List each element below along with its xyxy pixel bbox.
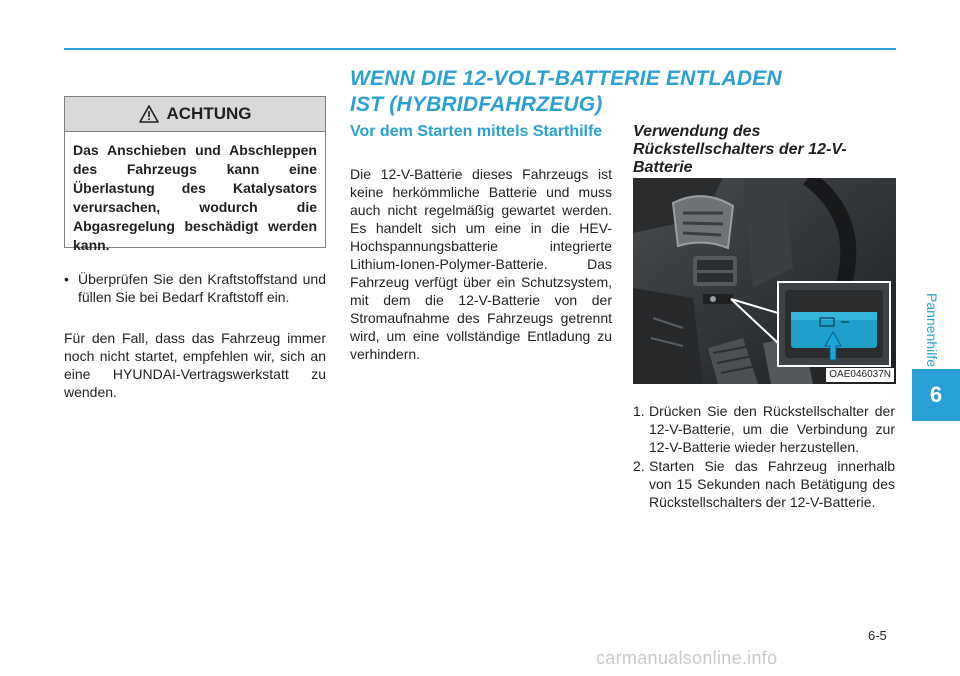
list-item: [633, 457, 895, 511]
chapter-side-label: [922, 290, 942, 370]
reset-switch-subheading: Verwendung des Rückstellschalters der 12-V-Batterie: [633, 123, 847, 176]
step-number: 1.: [633, 403, 645, 419]
battery-paragraph: Die 12-V-Batterie dieses Fahrzeugs ist keine herkömmliche Batterie und muss auch nicht regelmäßig gewartet werden. Es handelt sich um eine in die HEV-Hochspannungsbatterie integrierte Lithium-Ionen-Polymer-Batterie. Das Fahrzeug verfügt über ein Schutzsystem, mit dem die 12-V-Batterie von der Stromaufnahme des Fahrzeugs getrennt wird, um eine vollständige Entladung zu verhindern.: [350, 166, 612, 362]
list-item: [633, 402, 895, 456]
watermark: carmanualsonline.info: [596, 648, 778, 668]
section-title: WENN DIE 12-VOLT-BATTERIE ENTLADEN IST (HYBRIDFAHRZEUG): [350, 67, 782, 116]
reset-switch-photo: [633, 178, 896, 384]
chapter-name: Pannenhilfe: [924, 293, 940, 367]
caution-text: Das Anschieben und Abschleppen des Fahrzeugs kann eine Überlastung des Katalysators verursachen, wodurch die Abgasregelung beschädigt werden kann.: [73, 142, 317, 253]
caution-heading: ACHTUNG: [166, 104, 252, 123]
bullet-dot: •: [64, 271, 69, 287]
caution-header: [65, 97, 325, 132]
page-number: 6-5: [868, 628, 887, 643]
jump-start-subheading: Vor dem Starten mittels Starthilfe: [350, 123, 603, 140]
image-code: OAE046037N: [826, 368, 894, 382]
step-number: 2.: [633, 458, 645, 474]
chapter-tab[interactable]: 6: [912, 369, 960, 421]
step-text: Drücken Sie den Rückstellschalter der 12-V-Batterie, um die Verbindung zur 12-V-Batterie wieder herzustellen.: [649, 403, 895, 455]
top-rule: [64, 48, 896, 50]
dealer-paragraph: Für den Fall, dass das Fahrzeug immer noch nicht startet, empfehlen wir, sich an eine HYUNDAI-Vertragswerkstatt zu wenden.: [64, 330, 326, 400]
bullet-text: Überprüfen Sie den Kraftstoffstand und füllen Sie bei Bedarf Kraftstoff ein.: [78, 271, 326, 305]
dashboard-illustration: [633, 178, 896, 384]
caution-box: [64, 96, 326, 253]
step-text: Starten Sie das Fahrzeug innerhalb von 15 Sekunden nach Betätigung des Rückstellschalters der 12-V-Batterie.: [649, 458, 895, 510]
warning-triangle-icon: [139, 105, 159, 123]
fuel-check-bullet: [64, 270, 326, 306]
reset-steps-list: [633, 402, 895, 512]
